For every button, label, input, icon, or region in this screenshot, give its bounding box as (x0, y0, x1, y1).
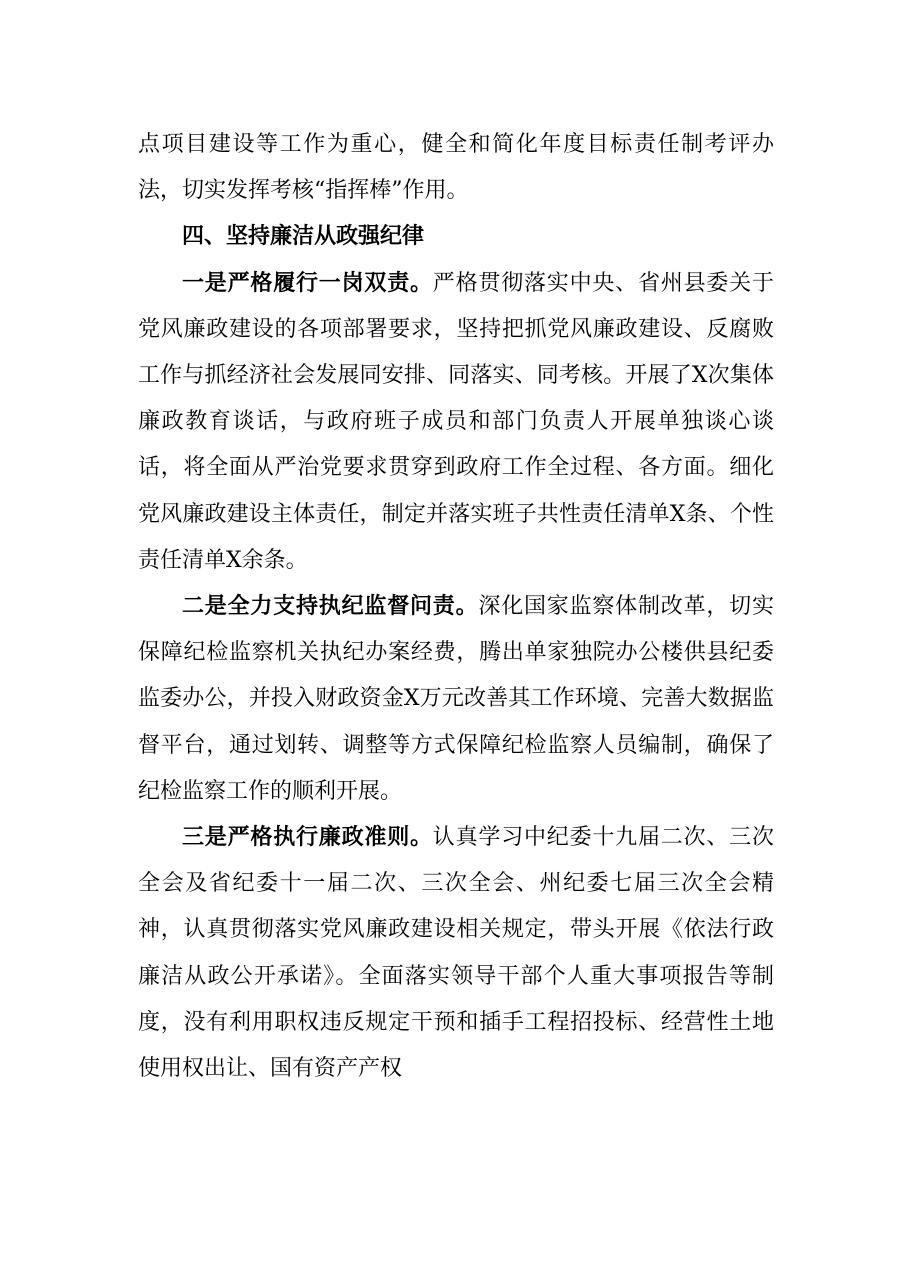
paragraph-3 (138, 815, 774, 1092)
paragraph-2-lead: 二是全力支持执纪监督问责。 (182, 594, 479, 620)
document-body (138, 122, 774, 1092)
paragraph-2 (138, 584, 774, 815)
paragraph-3-body: 认真学习中纪委十九届二次、三次全会及省纪委十一届二次、三次全会、州纪委七届三次全会精神，认真贯彻落实党风廉政建设相关规定，带头开展《依法行政廉洁从政公开承诺》。全面落实领导干部个人重大事项报告等制度，没有利用职权违反规定干预和插手工程招投标、经营性土地使用权出让、国有资产产权 (138, 825, 774, 1082)
paragraph-2-body: 深化国家监察体制改革，切实保障纪检监察机关执纪办案经费，腾出单家独院办公楼供县纪委监委办公，并投入财政资金X万元改善其工作环境、完善大数据监督平台，通过划转、调整等方式保障纪检监察人员编制，确保了纪检监察工作的顺利开展。 (138, 594, 774, 804)
section-heading: 四、坚持廉洁从政强纪律 (182, 224, 425, 250)
paragraph-1-body: 严格贯彻落实中央、省州县委关于党风廉政建设的各项部署要求，坚持把抓党风廉政建设、反腐败工作与抓经济社会发展同安排、同落实、同考核。开展了X次集体廉政教育谈话，与政府班子成员和部门负责人开展单独谈心谈话，将全面从严治党要求贯穿到政府工作全过程、各方面。细化党风廉政建设主体责任，制定并落实班子共性责任清单X条、个性责任清单X余条。 (138, 270, 774, 573)
continuation-paragraph: 点项目建设等工作为重心，健全和简化年度目标责任制考评办法，切实发挥考核“指挥棒”作用。 (138, 132, 774, 204)
paragraph-3-lead: 三是严格执行廉政准则。 (182, 825, 433, 851)
paragraph-1 (138, 261, 774, 584)
paragraph-1-lead: 一是严格履行一岗双责。 (182, 270, 433, 296)
